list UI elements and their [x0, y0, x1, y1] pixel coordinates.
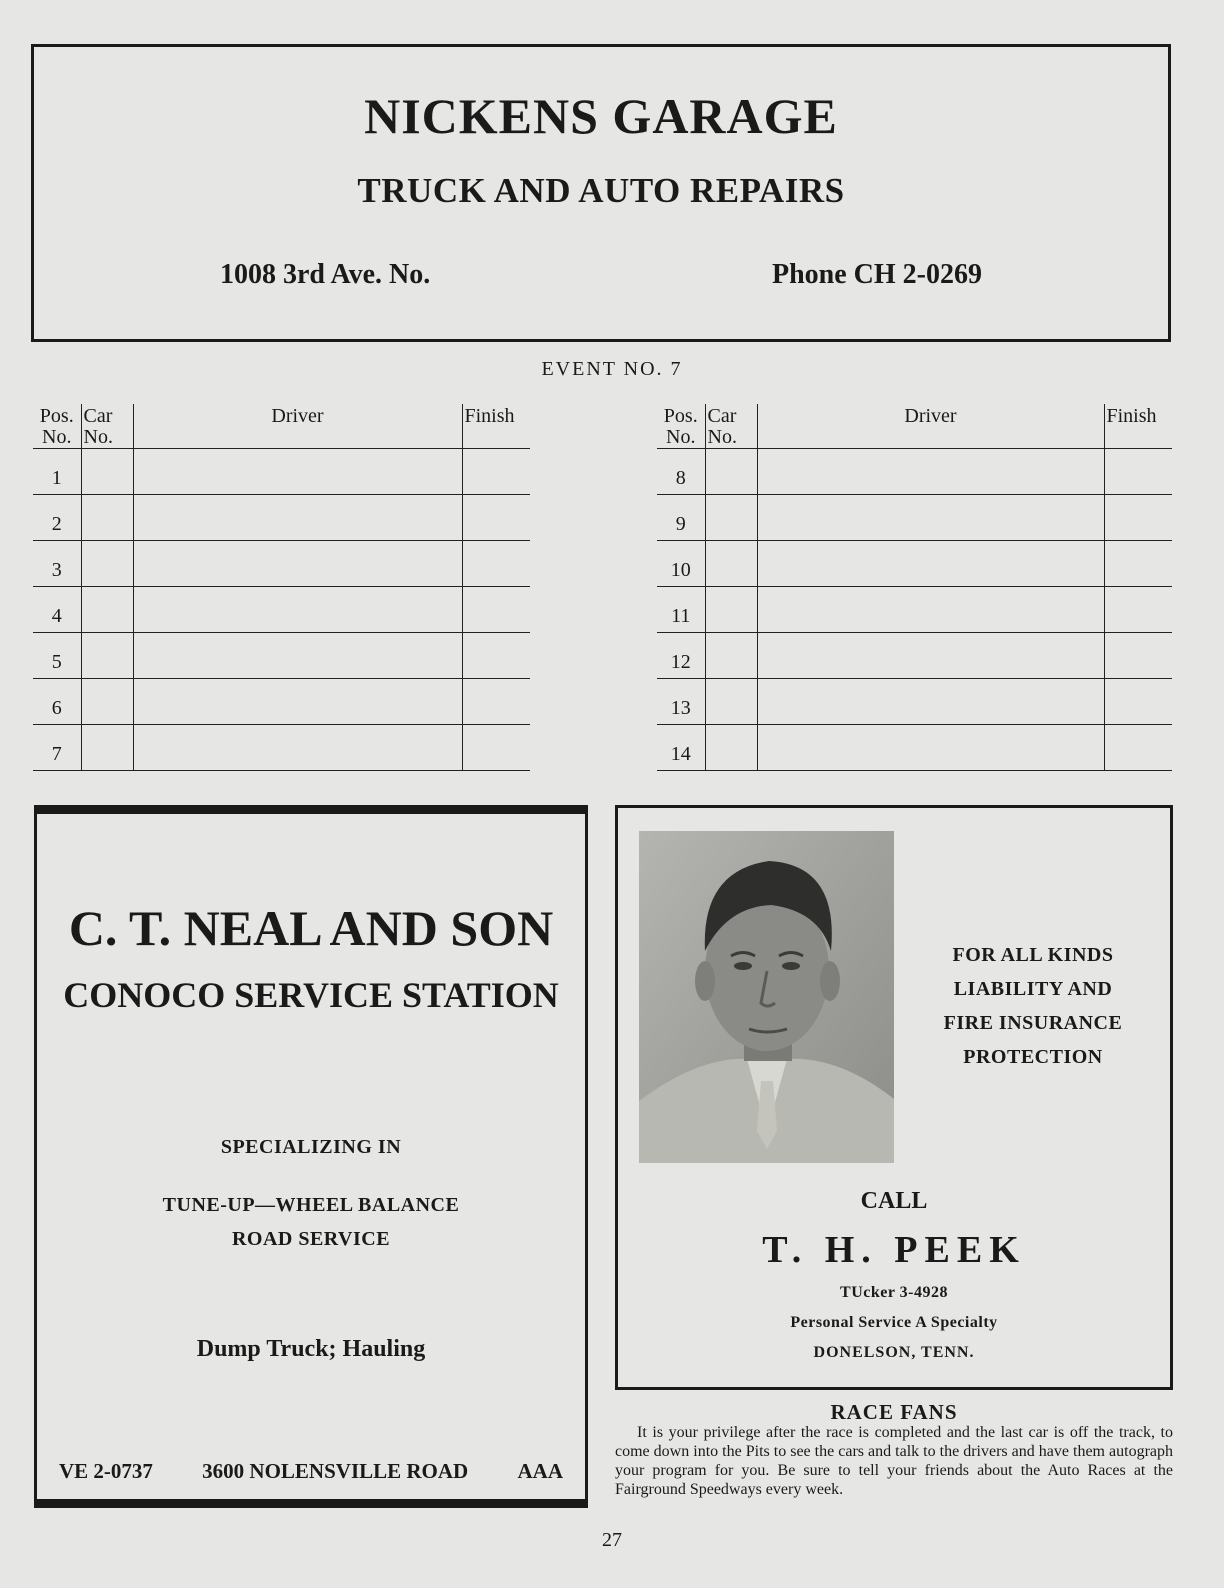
- table-header-row: [657, 404, 1172, 449]
- table-row: [33, 541, 530, 587]
- driver-cell: [133, 495, 462, 541]
- position-number: 11: [657, 587, 705, 633]
- insurance-description: [906, 938, 1160, 1074]
- car-number-cell: [81, 449, 133, 495]
- ad-phone: VE 2-0737: [59, 1459, 153, 1483]
- ad-address: 3600 NOLENSVILLE ROAD: [202, 1459, 469, 1483]
- entry-table-right: [657, 404, 1172, 771]
- car-number-cell: [705, 633, 757, 679]
- driver-cell: [757, 541, 1104, 587]
- car-number-cell: [705, 587, 757, 633]
- table-row: [657, 679, 1172, 725]
- car-number-cell: [81, 495, 133, 541]
- nickens-garage-ad: [31, 44, 1171, 342]
- entry-rows-right: [657, 449, 1172, 771]
- driver-cell: [133, 725, 462, 771]
- table-row: [33, 587, 530, 633]
- ad-hauling: Dump Truck; Hauling: [196, 1336, 426, 1362]
- driver-header: Driver: [757, 404, 1104, 449]
- finish-header: Finish: [462, 404, 530, 449]
- table-row: [657, 449, 1172, 495]
- car-no-header: Car No.: [81, 404, 133, 449]
- ad-affiliation: AAA: [517, 1459, 563, 1483]
- car-number-cell: [705, 495, 757, 541]
- position-number: 6: [33, 679, 81, 725]
- entry-rows-left: [33, 449, 530, 771]
- table-row: [657, 495, 1172, 541]
- position-number: 2: [33, 495, 81, 541]
- pos-no-header: Pos. No.: [33, 404, 81, 449]
- table-row: [33, 633, 530, 679]
- position-number: 12: [657, 633, 705, 679]
- table-row: [657, 541, 1172, 587]
- finish-cell: [1104, 587, 1172, 633]
- insurance-line: PROTECTION: [963, 1046, 1103, 1068]
- car-number-cell: [705, 725, 757, 771]
- portrait-photo: [639, 831, 894, 1163]
- driver-header: Driver: [133, 404, 462, 449]
- finish-cell: [462, 495, 530, 541]
- ad-tagline: TRUCK AND AUTO REPAIRS: [357, 171, 845, 210]
- car-number-cell: [81, 725, 133, 771]
- finish-cell: [462, 633, 530, 679]
- finish-header: Finish: [1104, 404, 1172, 449]
- table-row: [657, 633, 1172, 679]
- insurance-line: LIABILITY AND: [953, 978, 1113, 1000]
- car-number-cell: [81, 541, 133, 587]
- ad-footer: [59, 1459, 563, 1484]
- event-title: EVENT NO. 7: [541, 358, 683, 380]
- race-fans-heading: RACE FANS: [830, 1400, 958, 1424]
- position-number: 13: [657, 679, 705, 725]
- table-row: [657, 587, 1172, 633]
- driver-cell: [757, 495, 1104, 541]
- position-number: 3: [33, 541, 81, 587]
- peek-insurance-ad: [615, 805, 1173, 1390]
- finish-cell: [1104, 725, 1172, 771]
- driver-cell: [133, 633, 462, 679]
- driver-cell: [757, 633, 1104, 679]
- finish-cell: [462, 679, 530, 725]
- ad-specialty: Personal Service A Specialty: [790, 1314, 998, 1331]
- position-number: 7: [33, 725, 81, 771]
- position-number: 1: [33, 449, 81, 495]
- car-no-header: Car No.: [705, 404, 757, 449]
- ad-call: CALL: [860, 1188, 928, 1214]
- car-number-cell: [81, 587, 133, 633]
- pos-no-header: Pos. No.: [657, 404, 705, 449]
- entry-table-left: [33, 404, 530, 771]
- finish-cell: [1104, 541, 1172, 587]
- car-number-cell: [81, 679, 133, 725]
- car-number-cell: [705, 449, 757, 495]
- finish-cell: [462, 587, 530, 633]
- driver-cell: [133, 679, 462, 725]
- ad-location: DONELSON, TENN.: [813, 1344, 975, 1361]
- table-row: [33, 725, 530, 771]
- driver-cell: [133, 449, 462, 495]
- position-number: 5: [33, 633, 81, 679]
- finish-cell: [1104, 633, 1172, 679]
- table-header-row: [33, 404, 530, 449]
- driver-cell: [757, 449, 1104, 495]
- finish-cell: [462, 541, 530, 587]
- car-number-cell: [81, 633, 133, 679]
- car-number-cell: [705, 541, 757, 587]
- ad-services-line-1: TUNE-UP—WHEEL BALANCE: [162, 1194, 460, 1216]
- position-number: 9: [657, 495, 705, 541]
- race-fans-text: It is your privilege after the race is completed and the last car is off the track, to come down into the Pits to see the cars and talk to the drivers and have them autograph your program for you. Be sure to tell your friends about the Auto Races at the Fairground Speedways every week.: [615, 1424, 1173, 1498]
- table-row: [33, 449, 530, 495]
- driver-cell: [757, 587, 1104, 633]
- insurance-line: FOR ALL KINDS: [952, 944, 1114, 966]
- portrait-image: [639, 831, 894, 1163]
- ad-subtitle: CONOCO SERVICE STATION: [63, 975, 559, 1015]
- finish-cell: [1104, 679, 1172, 725]
- ad-services-line-2: ROAD SERVICE: [231, 1228, 391, 1250]
- finish-cell: [1104, 449, 1172, 495]
- ad-phone: TUcker 3-4928: [840, 1284, 948, 1301]
- insurance-line: FIRE INSURANCE: [943, 1012, 1123, 1034]
- table-row: [33, 495, 530, 541]
- neal-and-son-ad: [34, 805, 588, 1508]
- position-number: 4: [33, 587, 81, 633]
- driver-cell: [757, 679, 1104, 725]
- finish-cell: [462, 449, 530, 495]
- driver-cell: [133, 541, 462, 587]
- ad-title: NICKENS GARAGE: [364, 88, 838, 144]
- ad-address: 1008 3rd Ave. No.: [220, 259, 431, 290]
- driver-cell: [757, 725, 1104, 771]
- finish-cell: [462, 725, 530, 771]
- driver-cell: [133, 587, 462, 633]
- table-row: [657, 725, 1172, 771]
- finish-cell: [1104, 495, 1172, 541]
- table-row: [33, 679, 530, 725]
- ad-name: T. H. PEEK: [762, 1229, 1026, 1271]
- position-number: 10: [657, 541, 705, 587]
- position-number: 14: [657, 725, 705, 771]
- page-number: 27: [602, 1529, 622, 1551]
- car-number-cell: [705, 679, 757, 725]
- ad-title: C. T. NEAL AND SON: [68, 900, 554, 956]
- ad-specializing: SPECIALIZING IN: [220, 1136, 402, 1158]
- position-number: 8: [657, 449, 705, 495]
- ad-phone: Phone CH 2-0269: [772, 259, 982, 290]
